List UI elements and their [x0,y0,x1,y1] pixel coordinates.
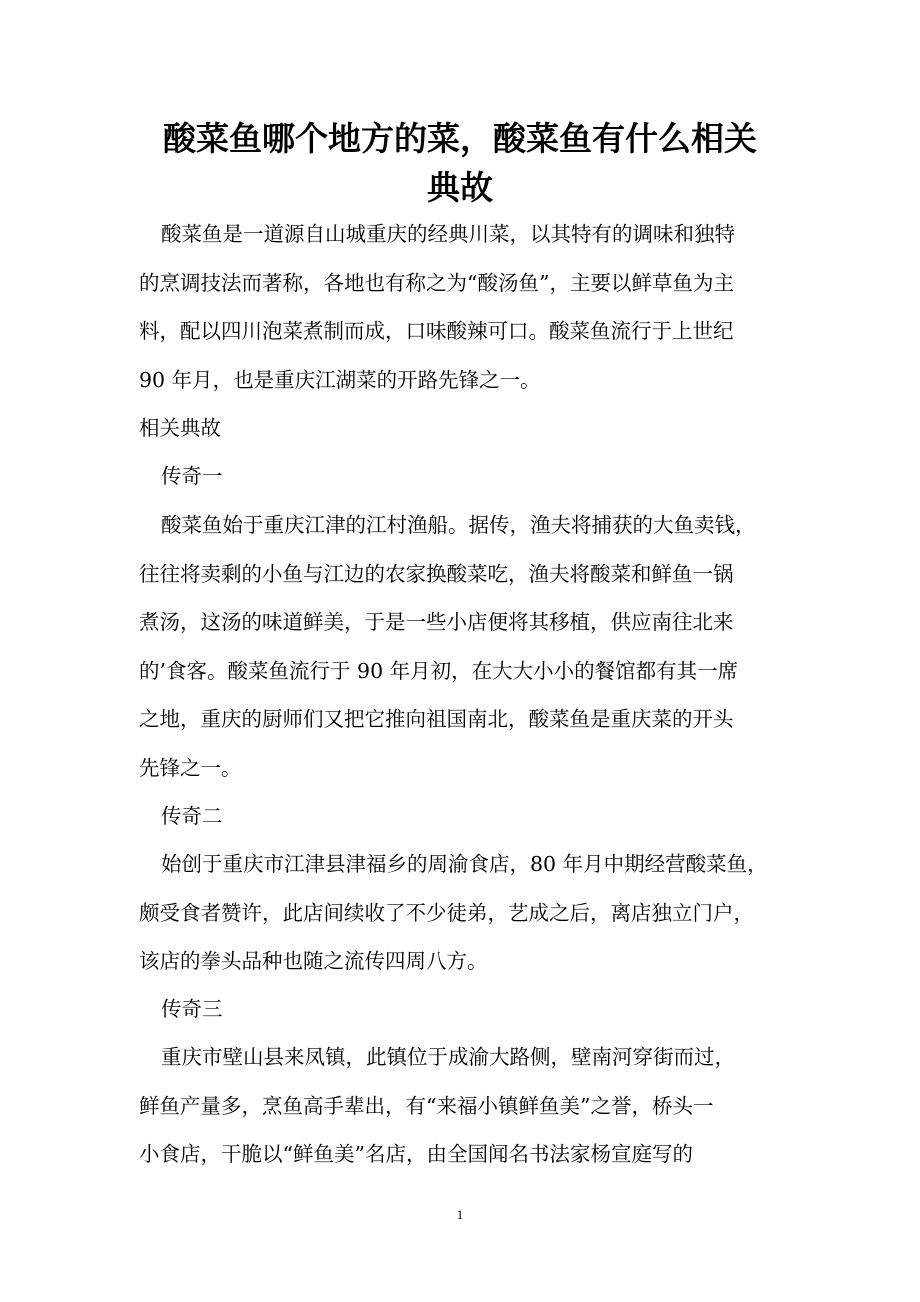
text-line: 料，配以四川泡菜煮制而成，口味酸辣可口。酸菜鱼流行于上世纪 [139,319,734,344]
text-line: 颇受食者赞许，此店间续收了不少徒弟，艺成之后，离店独立门户， [139,900,754,925]
legend-3-paragraph [139,1033,789,1179]
section-heading [139,404,789,453]
legend-1-paragraph [139,501,789,793]
document-title-line-2: 典故 [427,168,493,207]
intro-paragraph [139,210,789,404]
text-line: 始创于重庆市江津县津福乡的周渝食店，80 年月中期经营酸菜鱼， [161,852,768,876]
text-line: 之地，重庆的厨师们又把它推向祖国南北，酸菜鱼是重庆菜的开头 [139,707,734,732]
text-line: 先锋之一。 [139,755,242,780]
legend-2-heading [139,792,789,841]
legend-3-heading [139,985,789,1034]
text-line: 鲜鱼产量多，烹鱼高手辈出，有“来福小镇鲜鱼美”之誉，桥头一 [139,1093,714,1118]
text-line: 酸菜鱼是一道源自山城重庆的经典川菜，以其特有的调味和独特 [161,222,735,246]
legend-heading-text: 传奇二 [161,804,223,828]
text-line: 90 年月，也是重庆江湖菜的开路先锋之一。 [139,367,541,392]
section-heading-text: 相关典故 [139,416,221,440]
text-line: 重庆市壁山县来凤镇，此镇位于成渝大路侧，壁南河穿街而过， [161,1045,735,1069]
legend-1-heading [139,452,789,501]
text-line: 小食店，干脆以“鲜鱼美”名店，由全国闻名书法家杨宣庭写的 [139,1142,693,1167]
page-number: 1 [456,1207,464,1222]
text-line: 往往将卖剩的小鱼与江边的农家换酸菜吃，渔夫将酸菜和鲜鱼一锅 [139,561,734,586]
text-line: 的烹调技法而著称，各地也有称之为“酸汤鱼”，主要以鲜草鱼为主 [139,270,734,295]
legend-2-paragraph [139,840,789,986]
text-line: 酸菜鱼始于重庆江津的江村渔船。据传，渔夫将捕获的大鱼卖钱， [161,513,756,537]
legend-heading-text: 传奇一 [161,464,223,488]
text-line: 煮汤，这汤的味道鲜美，于是一些小店便将其移植，供应南往北来 [139,610,734,635]
text-line: 该店的拳头品种也随之流传四周八方。 [139,949,488,974]
text-line: 的’食客。酸菜鱼流行于 90 年月初，在大大小小的餐馆都有其一席 [139,658,739,683]
document-title-line-1: 酸菜鱼哪个地方的菜，酸菜鱼有什么相关 [163,119,757,158]
legend-heading-text: 传奇三 [161,997,223,1021]
